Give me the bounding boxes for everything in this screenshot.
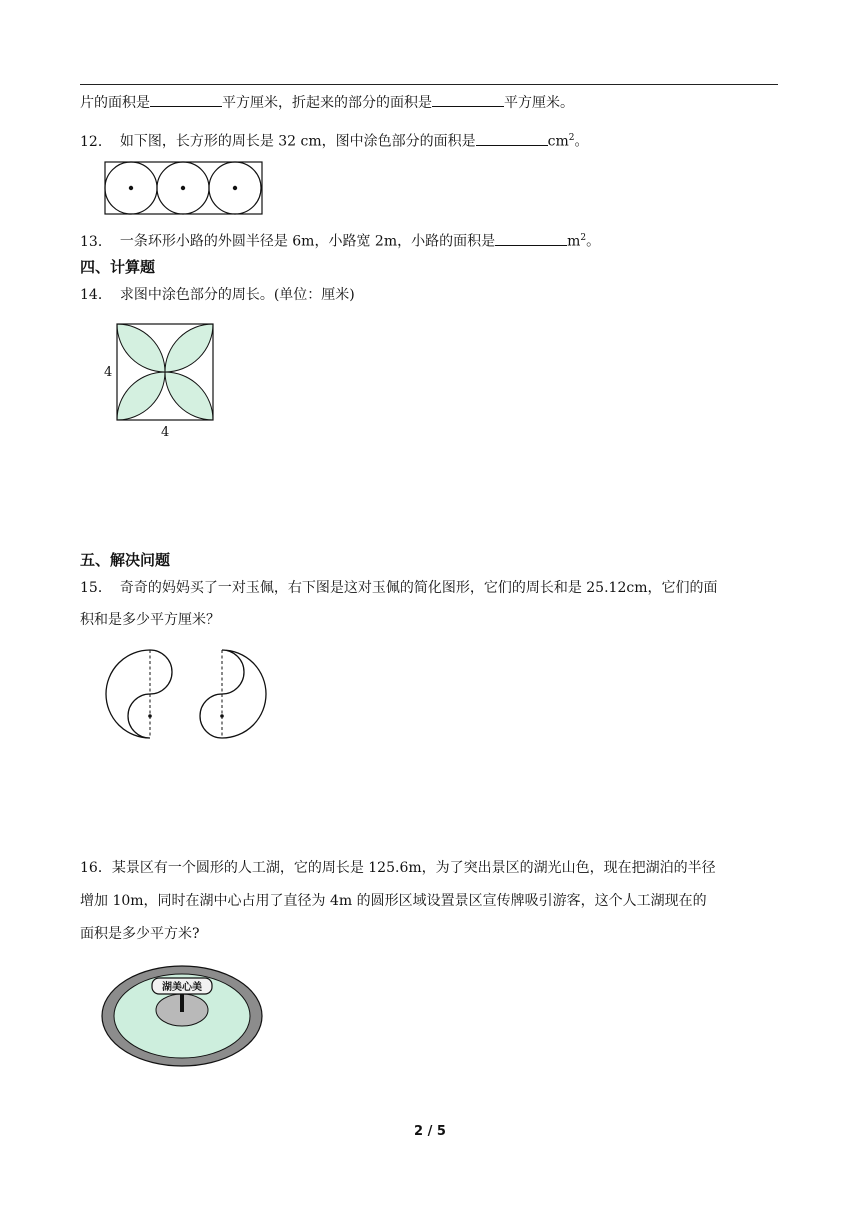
q14-number: 14． [80,287,112,303]
q16-number: 16． [80,860,112,876]
header-rule [80,84,778,85]
q12-unit-sup: 2 [568,133,575,143]
q14-figure [100,320,226,442]
q12-figure [104,160,264,216]
q13-unit-sup: 2 [580,233,587,243]
q13-number: 13． [80,233,112,250]
q16-text-2: 增加 10m，同时在湖中心占用了直径为 4m 的圆形区域设置景区宣传牌吸引游客，这个人工湖现在的 [80,893,707,909]
q15-number: 15． [80,580,112,596]
q12-center-dot-1 [129,186,133,190]
q14-petal-bottom-left [117,372,165,420]
q14-petal-top-left [117,324,165,372]
q11-text-1: 片的面积是 [80,95,150,111]
q14-bottom-label: 4 [161,425,170,440]
q16-line-1 [80,858,716,878]
q15-pendant-right [200,650,266,738]
q12-unit: cm [547,133,569,150]
q14-line [80,285,355,305]
q15-line-1 [80,578,717,598]
q15-line-2 [80,610,220,630]
q14-petal-bottom-right [165,372,213,420]
q14-petal-top-right [165,324,213,372]
q15-text-2: 积和是多少平方厘米？ [80,612,220,628]
q16-line-2 [80,891,707,911]
q13-text: 一条环形小路的外圆半径是 6m，小路宽 2m，小路的面积是 [119,233,496,250]
q16-sign-post [180,992,184,1012]
q12-number: 12． [80,133,112,150]
q16-sign-text: 湖美心美 [162,982,202,993]
q13-blank [495,231,567,246]
q12-blank [476,131,548,146]
q15-figure [104,648,270,744]
q12-text: 如下图，长方形的周长是 32 cm，图中涂色部分的面积是 [119,133,476,150]
q14-side-label: 4 [104,365,113,380]
q16-text-3: 面积是多少平方米? [80,926,200,942]
q14-text: 求图中涂色部分的周长。(单位：厘米) [119,287,355,303]
q13-unit: m [567,233,581,250]
q11-blank-2 [432,92,504,107]
q12-center-dot-2 [181,186,185,190]
q11-text-2: 平方厘米，折起来的部分的面积是 [222,95,432,111]
q11-text-3: 平方厘米。 [504,95,574,111]
q11-tail-line [80,92,574,113]
q12-center-dot-3 [233,186,237,190]
q15-text-1: 奇奇的妈妈买了一对玉佩，右下图是这对玉佩的简化图形，它们的周长和是 25.12cm，它们的面 [119,580,718,596]
section-4-heading: 四、计算题 [80,258,156,276]
q12-line [80,128,589,152]
q16-text-1: 某景区有一个圆形的人工湖，它的周长是 125.6m，为了突出景区的湖光山色，现在把湖泊的半径 [111,860,716,876]
q16-line-3 [80,924,200,944]
q16-figure [100,964,270,1070]
q14-petals [117,324,213,420]
page-number: 2 / 5 [414,1124,446,1139]
q12-end: 。 [574,133,589,150]
q13-line [80,228,600,252]
q15-pendant-left [106,650,172,738]
q13-end: 。 [586,233,601,250]
section-5-heading: 五、解决问题 [80,551,171,569]
q11-blank-1 [150,92,222,107]
